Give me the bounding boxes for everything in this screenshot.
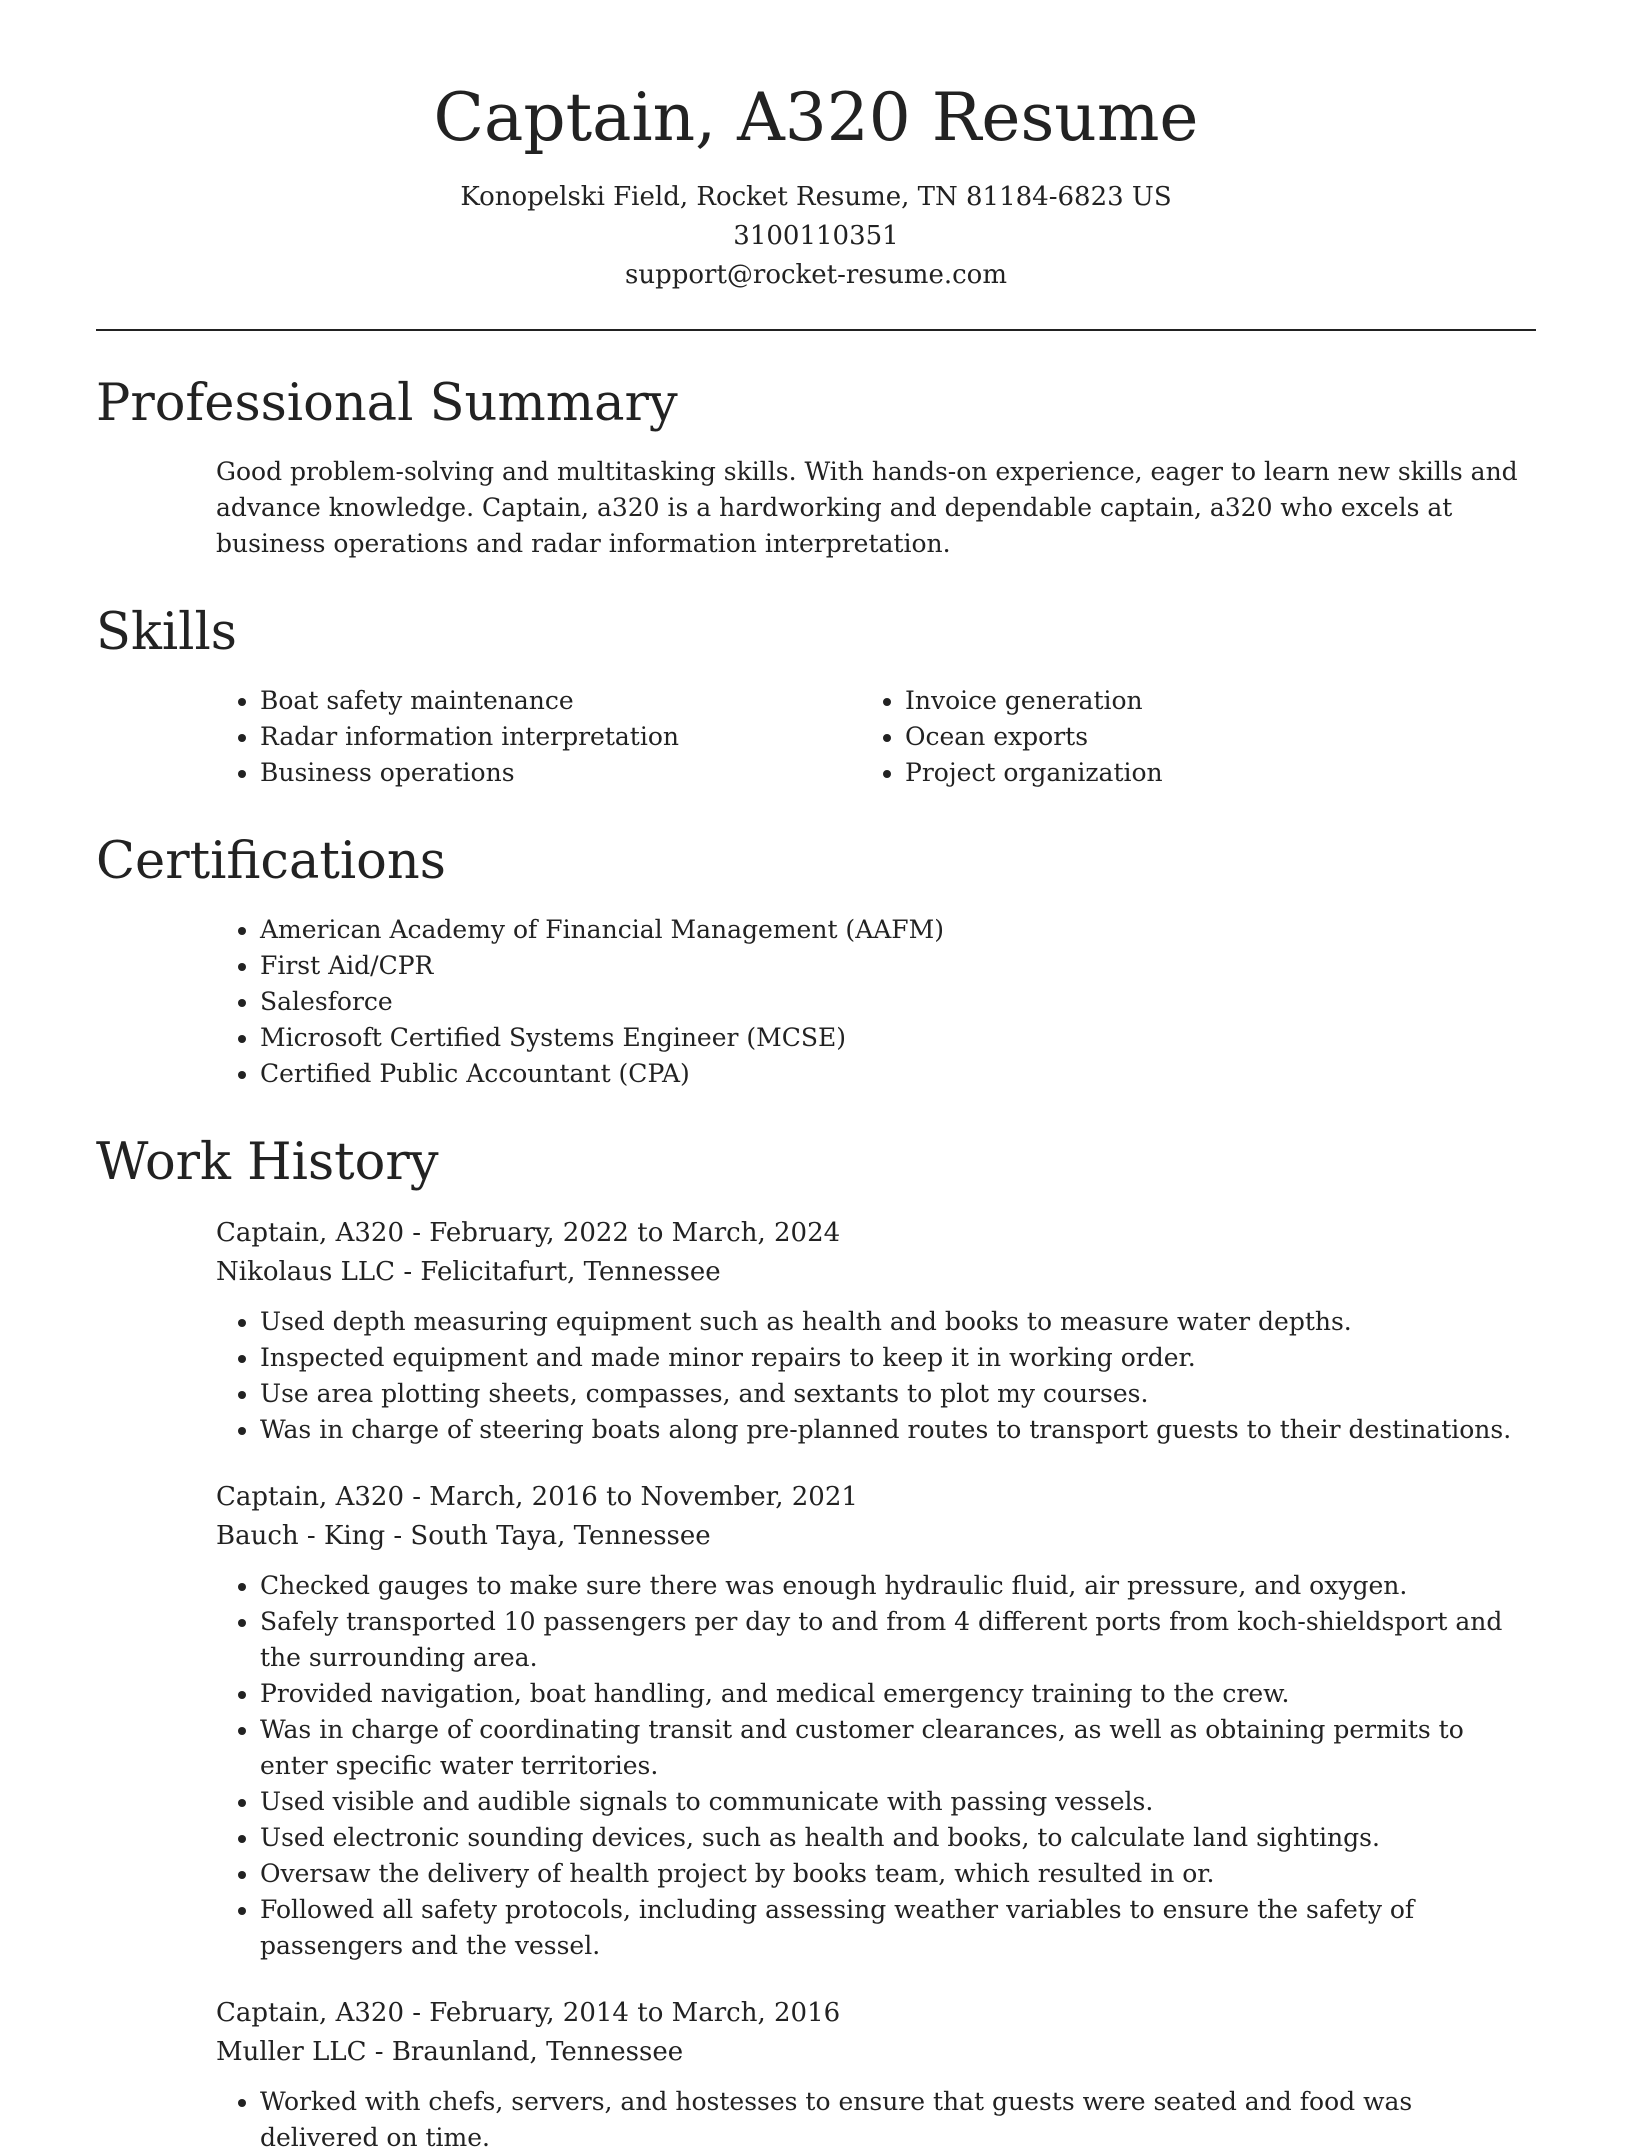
job-bullet: • Used depth measuring equipment such as health and books to measure water depths. <box>260 1304 1536 1340</box>
phone: 3100110351 <box>733 220 899 251</box>
job-bullet: • Used electronic sounding devices, such as health and books, to calculate land sightings. <box>260 1820 1536 1856</box>
job-bullets <box>96 1568 1536 1964</box>
job-entry <box>96 1994 1536 2156</box>
skill-item: • Business operations <box>260 755 891 791</box>
job-company-line: Muller LLC - Braunland, Tennessee <box>216 2036 684 2067</box>
work-history-heading: Work History <box>96 1133 439 1193</box>
job-entry <box>96 1214 1536 1448</box>
job-bullets <box>96 1304 1536 1448</box>
job-bullet: • Provided navigation, boat handling, and medical emergency training to the crew. <box>260 1676 1536 1712</box>
certification-item: • First Aid/CPR <box>260 948 1536 984</box>
skills-heading: Skills <box>96 603 237 663</box>
job-bullet: • Followed all safety protocols, including assessing weather variables to ensure the safety of passengers and the vessel. <box>260 1892 1536 1964</box>
certifications-heading: Certifications <box>96 832 446 892</box>
certifications-list <box>96 912 1536 1092</box>
certifications-section <box>96 831 1536 1092</box>
skills-left-list <box>96 683 891 791</box>
resume-header <box>96 0 1536 295</box>
email: support@rocket-resume.com <box>624 259 1007 290</box>
skill-item: • Boat safety maintenance <box>260 683 891 719</box>
job-bullet: • Worked with chefs, servers, and hostesses to ensure that guests were seated and food was delivered on time. <box>260 2084 1536 2156</box>
job-company-line: Bauch - King - South Taya, Tennessee <box>216 1520 711 1551</box>
certification-item: • Microsoft Certified Systems Engineer (MCSE) <box>260 1020 1536 1056</box>
summary-text: Good problem-solving and multitasking skills. With hands-on experience, eager to learn new skills and advance knowledge. Captain, a320 is a hardworking and dependable captain, a320 who excels at business operations and radar information interpretation. <box>216 457 1518 559</box>
job-title-line: Captain, A320 - March, 2016 to November, 2021 <box>216 1481 858 1512</box>
job-company-line: Nikolaus LLC - Felicitafurt, Tennessee <box>216 1256 721 1287</box>
skill-item: • Radar information interpretation <box>260 719 891 755</box>
job-bullet: • Safely transported 10 passengers per day to and from 4 different ports from koch-shieldsport and the surrounding area. <box>260 1604 1536 1676</box>
job-title-line: Captain, A320 - February, 2014 to March, 2016 <box>216 1997 841 2028</box>
job-bullet: • Was in charge of steering boats along pre-planned routes to transport guests to their destinations. <box>260 1412 1536 1448</box>
skills-columns <box>96 683 1536 791</box>
work-history-section <box>96 1132 1536 2155</box>
job-bullet: • Was in charge of coordinating transit and customer clearances, as well as obtaining permits to enter specific water territories. <box>260 1712 1536 1784</box>
header-divider <box>96 329 1536 331</box>
job-title-line: Captain, A320 - February, 2022 to March, 2024 <box>216 1217 841 1248</box>
skill-item: • Ocean exports <box>905 719 1536 755</box>
skills-right-list <box>891 683 1536 791</box>
job-bullet: • Oversaw the delivery of health project by books team, which resulted in or. <box>260 1856 1536 1892</box>
job-entry <box>96 1478 1536 1964</box>
certification-item: • Certified Public Accountant (CPA) <box>260 1056 1536 1092</box>
job-bullet: • Used visible and audible signals to communicate with passing vessels. <box>260 1784 1536 1820</box>
job-bullet: • Use area plotting sheets, compasses, and sextants to plot my courses. <box>260 1376 1536 1412</box>
certification-item: • American Academy of Financial Management (AAFM) <box>260 912 1536 948</box>
address: Konopelski Field, Rocket Resume, TN 81184-6823 US <box>460 181 1172 212</box>
job-bullet: • Inspected equipment and made minor repairs to keep it in working order. <box>260 1340 1536 1376</box>
certification-item: • Salesforce <box>260 984 1536 1020</box>
summary-heading: Professional Summary <box>96 373 678 433</box>
job-bullet: • Checked gauges to make sure there was enough hydraulic fluid, air pressure, and oxygen. <box>260 1568 1536 1604</box>
summary-section <box>96 373 1536 562</box>
job-bullets <box>96 2084 1536 2156</box>
skill-item: • Project organization <box>905 755 1536 791</box>
skill-item: • Invoice generation <box>905 683 1536 719</box>
resume-title: Captain, A320 Resume <box>433 79 1199 156</box>
skills-section <box>96 602 1536 791</box>
resume-page <box>96 0 1536 2156</box>
